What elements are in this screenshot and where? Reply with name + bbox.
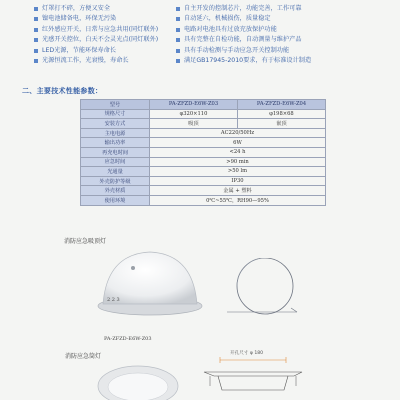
product-model-label: PA-ZFZD-E6W-Z03 <box>104 336 152 342</box>
bullet-icon <box>34 59 38 63</box>
table-row <box>81 195 326 205</box>
downlight-photo <box>96 360 180 400</box>
product-tag: 2 2 3 <box>107 297 120 303</box>
row-label: 应急时间 <box>81 157 150 167</box>
row-label: 再充电时间 <box>81 147 150 157</box>
feature-column-right <box>176 4 341 66</box>
bullet-icon <box>176 59 180 63</box>
feature-text: 红外感应开关，日常与应急共用(同灯联外) <box>42 25 159 33</box>
table-cell: IP30 <box>150 176 326 186</box>
table-row <box>81 119 326 129</box>
table-cell: >90 min <box>150 157 326 167</box>
table-cell: 0℃~55℃，RH90—95% <box>150 195 326 205</box>
table-cell: φ320×110 <box>150 109 238 119</box>
bullet-icon <box>34 17 38 21</box>
column-header: PA-ZFZD-E6W-Z03 <box>150 100 238 110</box>
row-label: 光通量 <box>81 167 150 177</box>
table-cell: φ198×68 <box>238 109 326 119</box>
feature-item <box>34 46 199 56</box>
feature-item <box>176 46 341 56</box>
feature-text: 电路对电池具有过放充放保护功能 <box>184 25 277 33</box>
product-caption-ceiling-light: 消防应急吸顶灯 <box>64 238 107 245</box>
table-cell: <24 h <box>150 147 326 157</box>
row-label: 输出功率 <box>81 138 150 148</box>
bullet-icon <box>176 49 180 53</box>
bullet-icon <box>34 38 38 42</box>
table-row <box>81 147 326 157</box>
column-header: 型号 <box>81 100 150 110</box>
ceiling-light-photo <box>95 246 205 318</box>
feature-item <box>176 56 341 66</box>
table-row <box>81 109 326 119</box>
row-label: 主电电源 <box>81 128 150 138</box>
table-row <box>81 138 326 148</box>
table-row <box>81 186 326 196</box>
feature-text: 具有手动检测与手动应急开关控制功能 <box>184 46 290 54</box>
spec-table <box>80 99 326 206</box>
feature-text: 具有完整在自检功能，自动测量与维护产品 <box>184 36 302 44</box>
table-row <box>81 176 326 186</box>
column-header: PA-ZFZD-E6W-Z04 <box>238 100 326 110</box>
feature-item <box>34 25 199 35</box>
feature-item <box>176 25 341 35</box>
row-label: 规格尺寸 <box>81 109 150 119</box>
table-cell: 金属 + 塑料 <box>150 186 326 196</box>
table-cell: 6W <box>150 138 326 148</box>
bullet-icon <box>176 38 180 42</box>
feature-item <box>34 4 199 14</box>
bullet-icon <box>34 7 38 11</box>
table-row <box>81 128 326 138</box>
bullet-icon <box>176 17 180 21</box>
feature-text: 自动延六，机械损伤，质量稳定 <box>184 15 271 23</box>
feature-text: 自主开发的控制芯片，功能完善，工作可靠 <box>184 5 302 12</box>
feature-item <box>176 4 341 14</box>
table-row <box>81 157 326 167</box>
feature-text: 光感开关控位，白天不会灵光点(同灯联外) <box>42 36 159 44</box>
feature-item <box>176 35 341 45</box>
row-label: 外壳材质 <box>81 186 150 196</box>
product-caption-downlight: 消防应急筒灯 <box>65 353 102 360</box>
feature-text: LED光源，节能环保寿命长 <box>42 46 116 54</box>
feature-item <box>34 35 199 45</box>
row-label: 使用环境 <box>81 195 150 205</box>
ceiling-light-side-diagram <box>225 258 305 318</box>
section-title: 二、主要技术性能参数： <box>22 87 103 95</box>
feature-text: 满足GB17945-2010要求，有于标准设计制造 <box>184 57 312 65</box>
bullet-icon <box>34 49 38 53</box>
feature-item <box>34 56 199 66</box>
feature-column-left <box>34 4 199 66</box>
row-label: 安装方式 <box>81 119 150 129</box>
feature-item <box>34 14 199 24</box>
table-row <box>81 167 326 177</box>
table-cell: >50 lm <box>150 167 326 177</box>
row-label: 外壳防护等级 <box>81 176 150 186</box>
bullet-icon <box>34 28 38 32</box>
table-cell: 嵌顶 <box>238 119 326 129</box>
feature-item <box>176 14 341 24</box>
feature-text: 镍电池储备电，环保无污染 <box>42 15 117 23</box>
dimension-label: 开孔尺寸 φ 180 <box>230 351 264 356</box>
downlight-dimension-diagram <box>200 350 310 400</box>
table-cell: 吸顶 <box>150 119 238 129</box>
table-cell: AC220/50Hz <box>150 128 326 138</box>
feature-text: 灯罩打不碎，方便又安全 <box>42 5 111 12</box>
bullet-icon <box>176 28 180 32</box>
bullet-icon <box>176 7 180 11</box>
feature-text: 光源恒流工作，光衰慢，寿命长 <box>42 57 129 65</box>
table-header-row <box>81 100 326 110</box>
